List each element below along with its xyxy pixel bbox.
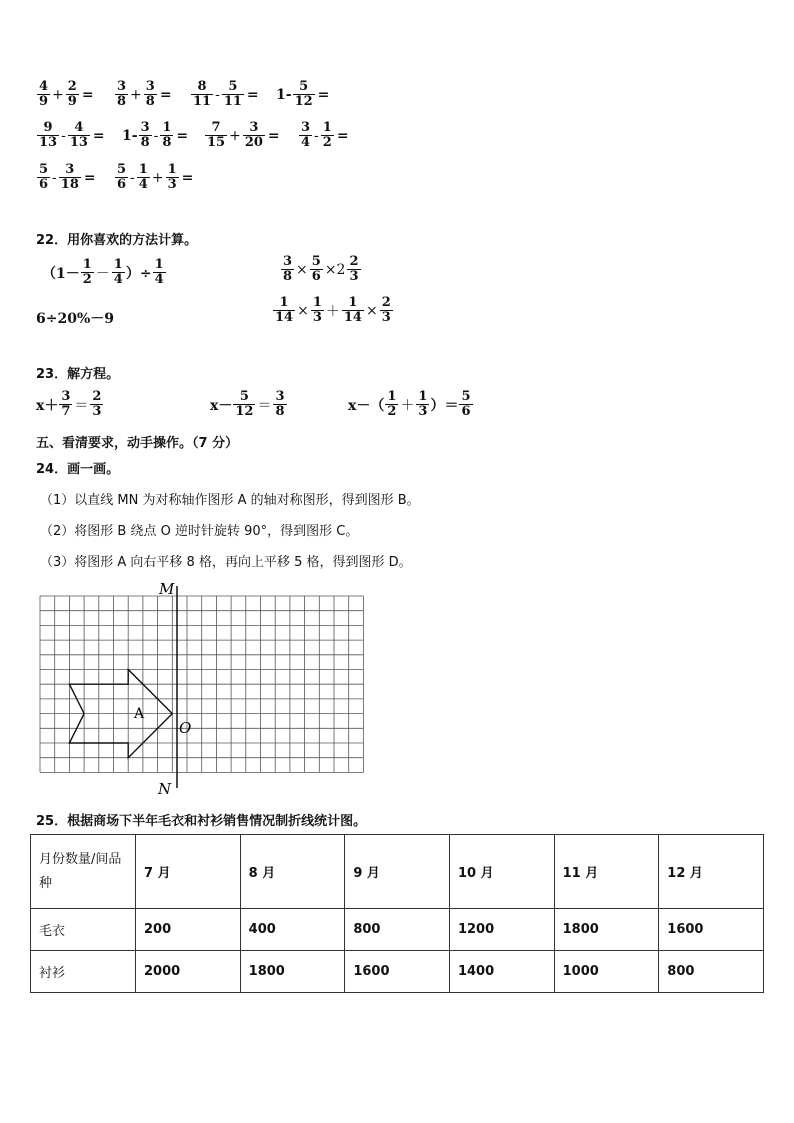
numerator: 3 xyxy=(275,389,285,404)
fraction xyxy=(115,80,128,109)
fraction xyxy=(222,80,244,109)
q22-expr-2 xyxy=(280,255,362,284)
denominator: 12 xyxy=(235,404,254,419)
denominator: 14 xyxy=(275,310,294,325)
label-o: O xyxy=(179,719,192,737)
numerator: 5 xyxy=(461,389,471,404)
numerator: 1 xyxy=(312,295,322,310)
expression-text: 1- xyxy=(122,127,138,144)
header-month-4: 10 月 xyxy=(449,835,554,909)
numerator: 1 xyxy=(418,389,428,404)
fraction xyxy=(311,296,324,325)
fraction xyxy=(347,255,360,284)
denominator: 11 xyxy=(223,94,242,109)
operator: － xyxy=(95,265,110,282)
cell-shirt-4: 1400 xyxy=(449,951,554,993)
q23-expr-2 xyxy=(210,390,288,419)
numerator: 1 xyxy=(322,120,332,135)
expression-text: x－（ xyxy=(348,397,385,414)
equals-sign: = xyxy=(83,169,96,186)
sales-table xyxy=(30,834,764,993)
equals-sign: = xyxy=(267,127,280,144)
cell-sweater-2: 400 xyxy=(240,909,345,951)
equals-sign: = xyxy=(181,169,194,186)
calc-row-1-item-2 xyxy=(114,80,172,109)
header-month-1: 7 月 xyxy=(136,835,241,909)
fraction xyxy=(37,163,50,192)
table-row xyxy=(31,951,764,993)
denominator: 4 xyxy=(301,135,311,150)
header-month-6: 12 月 xyxy=(659,835,764,909)
cell-shirt-2: 1800 xyxy=(240,951,345,993)
operator: × xyxy=(296,261,308,278)
operator: ＝ xyxy=(74,397,89,414)
fraction xyxy=(191,80,213,109)
fraction xyxy=(81,258,94,287)
q22-title: 22．用你喜欢的方法计算。 xyxy=(36,233,198,248)
numerator: 1 xyxy=(82,257,92,272)
numerator: 8 xyxy=(197,79,207,94)
numerator: 1 xyxy=(162,120,172,135)
numerator: 3 xyxy=(140,120,150,135)
numerator: 1 xyxy=(387,389,397,404)
cell-sweater-4: 1200 xyxy=(449,909,554,951)
calc-row-2-item-1 xyxy=(36,121,105,150)
q23-expr-3 xyxy=(348,390,474,419)
numerator: 1 xyxy=(279,295,289,310)
denominator: 18 xyxy=(60,177,79,192)
numerator: 5 xyxy=(239,389,249,404)
denominator: 20 xyxy=(244,135,263,150)
fraction xyxy=(66,80,79,109)
q24-step-1: （1）以直线 MN 为对称轴作图形 A 的轴对称图形，得到图形 B。 xyxy=(40,493,420,508)
header-month-2: 8 月 xyxy=(240,835,345,909)
fraction xyxy=(273,390,286,419)
expression-text: ）÷ xyxy=(125,265,152,282)
denominator: 14 xyxy=(343,310,362,325)
operator: - xyxy=(314,127,319,144)
numerator: 5 xyxy=(39,162,49,177)
denominator: 3 xyxy=(92,404,102,419)
expression-text: x－ xyxy=(210,397,233,414)
numerator: 4 xyxy=(39,79,49,94)
q22-expr-4 xyxy=(272,296,394,325)
row-label-sweater: 毛衣 xyxy=(31,909,136,951)
denominator: 2 xyxy=(322,135,332,150)
numerator: 1 xyxy=(348,295,358,310)
fraction xyxy=(37,121,59,150)
q24-step-3: （3）将图形 A 向右平移 8 格，再向上平移 5 格，得到图形 D。 xyxy=(40,555,412,570)
fraction xyxy=(321,121,334,150)
numerator: 3 xyxy=(145,79,155,94)
denominator: 8 xyxy=(145,94,155,109)
numerator: 1 xyxy=(154,257,164,272)
denominator: 12 xyxy=(294,94,313,109)
denominator: 8 xyxy=(283,269,293,284)
label-a: A xyxy=(134,706,145,722)
fraction xyxy=(160,121,173,150)
calc-row-1-item-3 xyxy=(190,80,259,109)
cell-sweater-3: 800 xyxy=(345,909,450,951)
operator: × xyxy=(365,302,378,319)
fraction xyxy=(205,121,227,150)
operator: - xyxy=(61,127,66,144)
fraction xyxy=(137,163,150,192)
cell-shirt-6: 800 xyxy=(659,951,764,993)
fraction xyxy=(380,296,393,325)
denominator: 6 xyxy=(311,269,321,284)
operator: × xyxy=(297,302,309,319)
denominator: 6 xyxy=(461,404,471,419)
denominator: 8 xyxy=(117,94,127,109)
numerator: 3 xyxy=(301,120,311,135)
row-label-shirt: 衬衫 xyxy=(31,951,136,993)
numerator: 3 xyxy=(65,162,75,177)
denominator: 2 xyxy=(387,404,397,419)
q22-expr-3: 6÷20%－9 xyxy=(36,311,114,327)
numerator: 1 xyxy=(113,257,123,272)
denominator: 11 xyxy=(193,94,212,109)
fraction xyxy=(59,390,72,419)
denominator: 6 xyxy=(39,177,49,192)
q23-title: 23．解方程。 xyxy=(36,367,120,382)
fraction xyxy=(115,163,128,192)
cell-sweater-5: 1800 xyxy=(554,909,659,951)
equals-sign: = xyxy=(317,86,330,103)
fraction xyxy=(68,121,90,150)
grid-figure xyxy=(30,578,390,800)
fraction xyxy=(139,121,152,150)
numerator: 5 xyxy=(117,162,127,177)
denominator: 7 xyxy=(61,404,71,419)
fraction xyxy=(233,390,255,419)
fraction xyxy=(243,121,265,150)
fraction xyxy=(59,163,81,192)
numerator: 3 xyxy=(117,79,127,94)
calc-row-2-item-3 xyxy=(204,121,280,150)
numerator: 5 xyxy=(311,254,321,269)
q24-title: 24．画一画。 xyxy=(36,462,120,477)
operator: ＋ xyxy=(400,397,415,414)
fraction xyxy=(144,80,157,109)
denominator: 3 xyxy=(381,310,391,325)
numerator: 3 xyxy=(249,120,259,135)
denominator: 8 xyxy=(162,135,172,150)
numerator: 4 xyxy=(74,120,84,135)
denominator: 3 xyxy=(167,177,177,192)
cell-sweater-1: 200 xyxy=(136,909,241,951)
equals-sign: = xyxy=(176,127,189,144)
numerator: 1 xyxy=(138,162,148,177)
operator: ×2 xyxy=(324,261,346,278)
label-m: M xyxy=(159,580,175,598)
denominator: 4 xyxy=(113,272,123,287)
numerator: 5 xyxy=(228,79,238,94)
calc-row-2-item-2 xyxy=(122,121,188,150)
calc-row-3-item-1 xyxy=(36,163,96,192)
fraction xyxy=(112,258,125,287)
calc-row-2-item-4 xyxy=(298,121,349,150)
q22-expr-1 xyxy=(42,258,167,287)
table-header-row xyxy=(31,835,764,909)
denominator: 13 xyxy=(39,135,58,150)
fraction xyxy=(273,296,295,325)
equals-sign: = xyxy=(336,127,349,144)
operator: - xyxy=(153,127,159,144)
fraction xyxy=(459,390,472,419)
denominator: 15 xyxy=(207,135,226,150)
cell-shirt-3: 1600 xyxy=(345,951,450,993)
q25-title: 25．根据商场下半年毛衣和衬衫销售情况制折线统计图。 xyxy=(36,814,367,829)
fraction xyxy=(153,258,166,287)
equals-sign: = xyxy=(159,86,172,103)
fraction xyxy=(342,296,364,325)
numerator: 9 xyxy=(43,120,53,135)
numerator: 3 xyxy=(61,389,71,404)
q24-step-2: （2）将图形 B 绕点 O 逆时针旋转 90°，得到图形 C。 xyxy=(40,524,359,539)
q23-expr-1 xyxy=(36,390,104,419)
operator: - xyxy=(215,86,220,103)
denominator: 4 xyxy=(154,272,164,287)
label-n: N xyxy=(158,780,172,798)
denominator: 13 xyxy=(69,135,88,150)
denominator: 3 xyxy=(312,310,322,325)
cell-shirt-5: 1000 xyxy=(554,951,659,993)
numerator: 2 xyxy=(349,254,359,269)
denominator: 8 xyxy=(275,404,285,419)
fraction xyxy=(166,163,179,192)
denominator: 9 xyxy=(67,94,77,109)
fraction xyxy=(385,390,398,419)
calc-row-3-item-2 xyxy=(114,163,193,192)
numerator: 2 xyxy=(381,295,391,310)
fraction xyxy=(90,390,103,419)
fraction xyxy=(310,255,323,284)
header-month-3: 9 月 xyxy=(345,835,450,909)
operator: + xyxy=(151,169,164,186)
fraction xyxy=(293,80,315,109)
numerator: 1 xyxy=(167,162,177,177)
calc-row-1-item-4 xyxy=(276,80,329,109)
operator: - xyxy=(130,169,135,186)
cell-shirt-1: 2000 xyxy=(136,951,241,993)
equals-sign: = xyxy=(81,86,94,103)
numerator: 5 xyxy=(299,79,309,94)
expression-text: （1－ xyxy=(42,265,80,282)
denominator: 3 xyxy=(418,404,428,419)
numerator: 2 xyxy=(67,79,77,94)
header-corner-cell: 月份数量/间品种 xyxy=(31,835,136,909)
numerator: 2 xyxy=(92,389,102,404)
numerator: 7 xyxy=(211,120,221,135)
fraction xyxy=(37,80,50,109)
operator: - xyxy=(52,169,57,186)
cell-sweater-6: 1600 xyxy=(659,909,764,951)
operator: + xyxy=(52,86,64,103)
header-month-5: 11 月 xyxy=(554,835,659,909)
operator: ＋ xyxy=(325,303,340,320)
expression-text: ）＝ xyxy=(430,397,459,414)
equals-sign: = xyxy=(246,86,259,103)
expression-text: x＋ xyxy=(36,397,59,414)
operator: + xyxy=(229,127,241,144)
denominator: 6 xyxy=(117,177,127,192)
expression-text: 1- xyxy=(276,86,292,103)
fraction xyxy=(299,121,312,150)
denominator: 4 xyxy=(138,177,148,192)
fraction xyxy=(281,255,294,284)
fraction xyxy=(416,390,429,419)
operator: + xyxy=(130,86,142,103)
table-row xyxy=(31,909,764,951)
equals-sign: = xyxy=(92,127,105,144)
denominator: 2 xyxy=(82,272,92,287)
section-5-title: 五、看清要求，动手操作。（7 分） xyxy=(36,436,239,451)
operator: ＝ xyxy=(257,397,272,414)
calc-row-1-item-1 xyxy=(36,80,94,109)
denominator: 3 xyxy=(349,269,359,284)
denominator: 9 xyxy=(39,94,49,109)
numerator: 3 xyxy=(283,254,293,269)
denominator: 8 xyxy=(140,135,150,150)
